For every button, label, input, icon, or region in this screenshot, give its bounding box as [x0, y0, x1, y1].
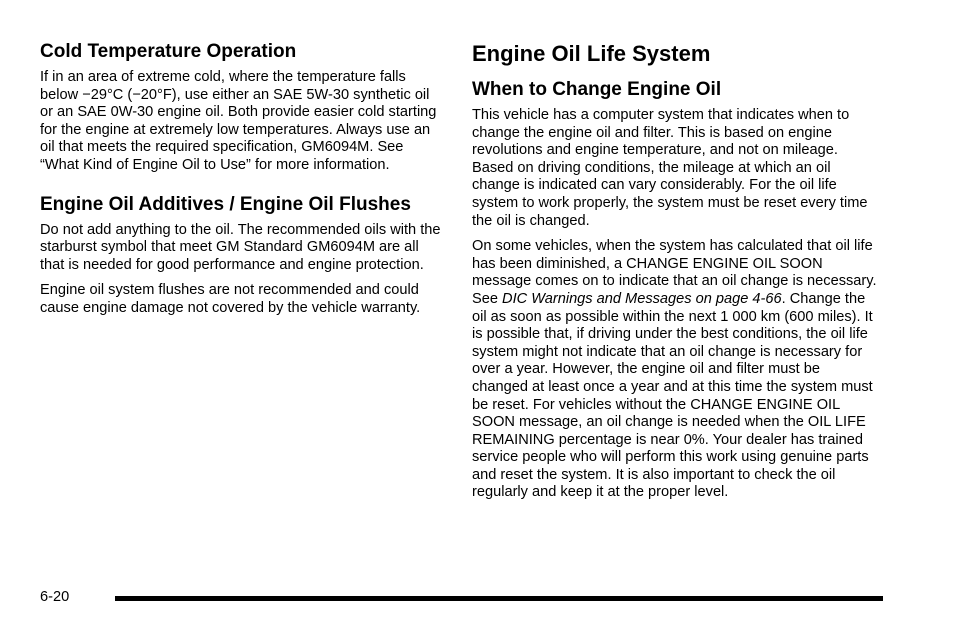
message-text-part-1: On some vehicles, when the system has calculated that oil life has been diminished, a CHANGE ENGINE OIL SOON message comes on to indicate that an oil change is necessary. See: [472, 238, 877, 307]
oil-change-message-paragraph: [472, 238, 877, 502]
right-column: [472, 40, 877, 510]
oil-additives-paragraph: Do not add anything to the oil. The recommended oils with the starburst symbol that meet GM Standard GM6094M are all that is needed for good performance and engine protection.: [40, 221, 441, 273]
footer-rule: [115, 596, 883, 601]
oil-additives-section: [40, 193, 445, 318]
dic-warnings-reference: DIC Warnings and Messages on page 4-66: [502, 290, 782, 307]
page-number: 6-20: [40, 589, 70, 605]
oil-life-intro-paragraph: This vehicle has a computer system that indicates when to change the engine oil and filter. This is based on engine revolutions and engine temperature, and not on mileage. Based on driving conditions, the mileage at which an oil change is indicated can vary considerably. For the oil life system to work properly, the system must be reset every time the oil is changed.: [472, 107, 868, 229]
section-title: Engine Oil Life System: [472, 41, 711, 66]
oil-additives-heading: Engine Oil Additives / Engine Oil Flushes: [40, 193, 411, 215]
message-text-part-2: . Change the oil as soon as possible within the next 1 000 km (600 miles). It is possible that, if driving under the best conditions, the oil life system might not indicate that an oil change is necessary for over a year. However, the engine oil and filter must be changed at least once a year and at this time the system must be reset. For vehicles without the CHANGE ENGINE OIL SOON message, an oil change is needed when the OIL LIFE REMAINING percentage is near 0%. Your dealer has trained service people who will perform this work using genuine parts and reset the system. It is also important to check the oil regularly and keep it at the proper level.: [472, 290, 873, 501]
oil-flushes-paragraph: Engine oil system flushes are not recommended and could cause engine damage not covered by the vehicle warranty.: [40, 282, 421, 316]
when-to-change-heading: When to Change Engine Oil: [472, 79, 722, 100]
left-column: [40, 40, 445, 336]
cold-temperature-heading: Cold Temperature Operation: [40, 41, 297, 62]
cold-temperature-paragraph: If in an area of extreme cold, where the temperature falls below −29°C (−20°F), use either an SAE 5W-30 synthetic oil or an SAE 0W-30 engine oil. Both provide easier cold starting for the engine at extremely low temperatures. Always use an oil that meets the required specification, GM6094M. See “What Kind of Engine Oil to Use” for more information.: [40, 69, 437, 173]
cold-temperature-section: [40, 40, 445, 175]
